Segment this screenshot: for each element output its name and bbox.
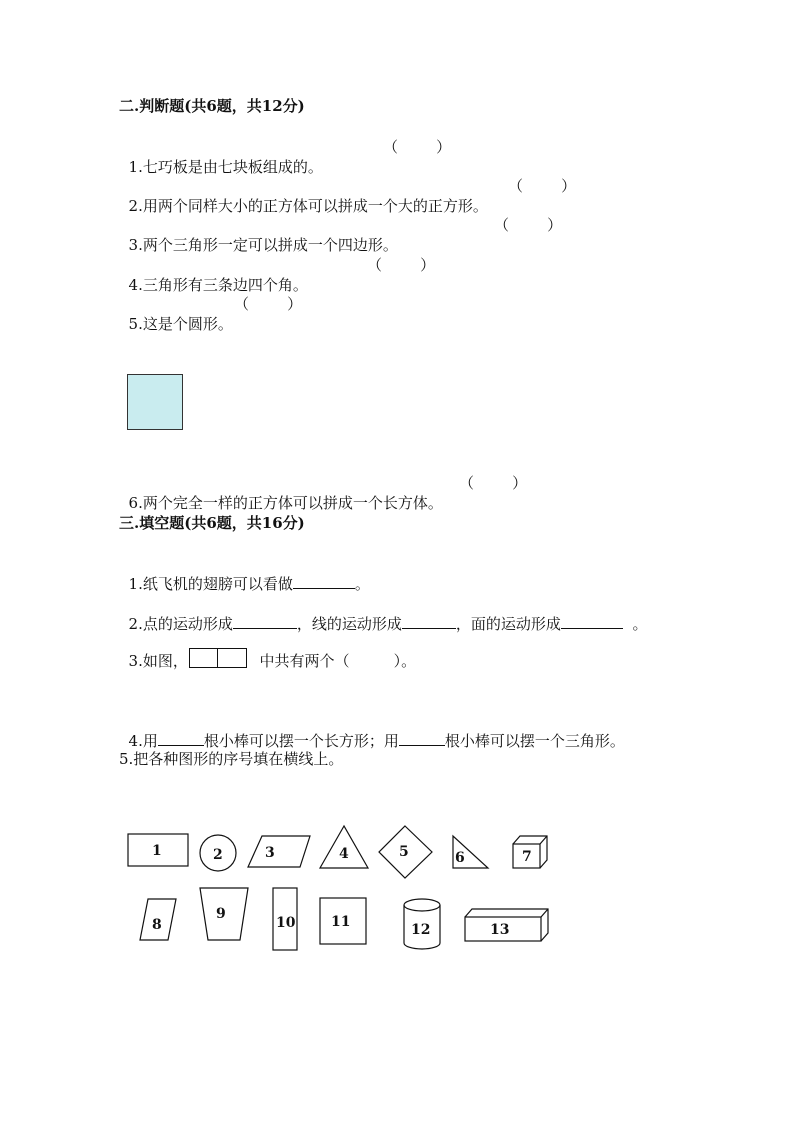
shape-label-8: 8 <box>152 917 162 933</box>
question-text: 根小棒可以摆一个长方形；用 <box>203 732 399 750</box>
shape-label-3: 3 <box>265 845 275 861</box>
shape-label-2: 2 <box>213 847 223 863</box>
answer-paren[interactable]: （ ） <box>494 216 563 234</box>
answer-paren[interactable]: （ ） <box>508 177 577 195</box>
answer-paren[interactable]: （ ） <box>234 295 303 313</box>
question-text: 5.这是个圆形。 <box>128 315 233 333</box>
shape-label-5: 5 <box>399 844 409 860</box>
section3-title: 三.填空题(共6题，共16分) <box>119 514 305 532</box>
shape-label-1: 1 <box>152 843 162 859</box>
question-text: 中共有两个（ <box>259 652 350 670</box>
shape-label-13: 13 <box>490 922 510 938</box>
question-text: 。 <box>632 615 648 633</box>
question-text: 1.纸飞机的翅膀可以看做 <box>128 575 293 593</box>
question-text: 6.两个完全一样的正方体可以拼成一个长方体。 <box>128 494 443 512</box>
question-text: ）。 <box>393 652 417 670</box>
shape-label-6: 6 <box>455 850 465 866</box>
question-text: 1.七巧板是由七块板组成的。 <box>128 158 323 176</box>
question-3-5: 5.把各种图形的序号填在横线上。 <box>119 750 344 768</box>
shape-label-4: 4 <box>339 846 349 862</box>
question-text: 3.两个三角形一定可以拼成一个四边形。 <box>128 236 398 254</box>
question-text: 3.如图， <box>128 652 188 670</box>
question-text: ，面的运动形成 <box>455 615 561 633</box>
question-text: ，线的运动形成 <box>296 615 402 633</box>
section2-title: 二.判断题(共6题，共12分) <box>119 97 305 115</box>
shape-label-12: 12 <box>411 922 431 938</box>
shape-label-9: 9 <box>216 906 226 922</box>
answer-paren[interactable]: （ ） <box>383 138 452 156</box>
answer-paren[interactable]: （ ） <box>367 256 436 274</box>
question-text: 。 <box>354 575 370 593</box>
question-text: 2.点的运动形成 <box>128 615 233 633</box>
question-text: 2.用两个同样大小的正方体可以拼成一个大的正方形。 <box>128 197 488 215</box>
question-text: 4.用 <box>128 732 158 750</box>
question-text: 4.三角形有三条边四个角。 <box>128 276 308 294</box>
question-text: 根小棒可以摆一个三角形。 <box>444 732 625 750</box>
shape-label-10: 10 <box>276 915 296 931</box>
shape-label-11: 11 <box>331 914 351 930</box>
answer-paren[interactable]: （ ） <box>459 474 528 492</box>
shape-label-7: 7 <box>522 849 532 865</box>
